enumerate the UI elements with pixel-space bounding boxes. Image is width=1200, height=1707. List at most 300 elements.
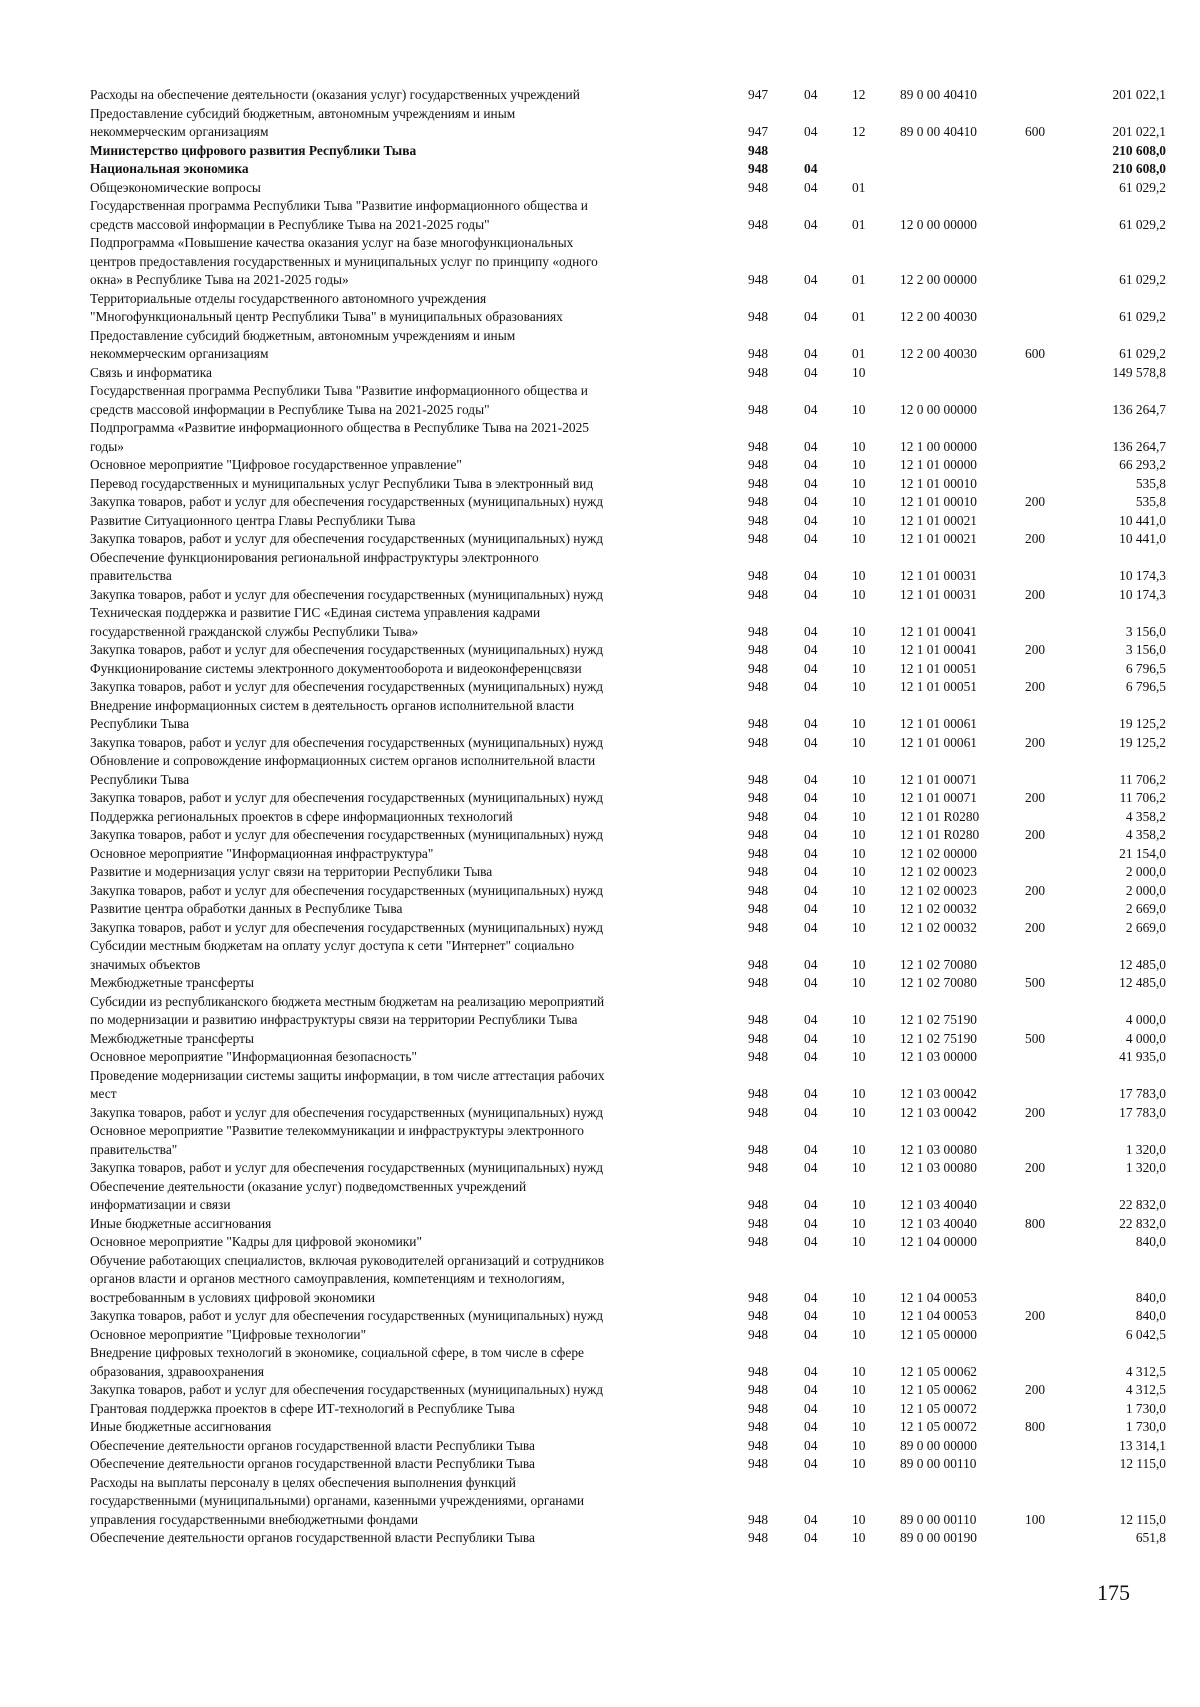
amount: 136 264,7 [1112, 401, 1166, 417]
ministry-code: 948 [748, 1308, 769, 1323]
target-article-code: 12 1 01 00041 [900, 623, 977, 639]
amount: 41 935,0 [1119, 1049, 1166, 1064]
expense-type-code [1025, 142, 1075, 161]
amount: 12 485,0 [1119, 956, 1166, 972]
ministry-code: 948 [748, 864, 769, 879]
row-name: Министерство цифрового развития Республики Тыва [90, 142, 417, 158]
amount: 2 669,0 [1125, 901, 1166, 916]
amount: 22 832,0 [1119, 1215, 1166, 1231]
expense-type-code [1025, 993, 1075, 1030]
target-article-code: 12 1 05 00072 [900, 1419, 977, 1434]
target-article-code: 12 1 01 00010 [900, 494, 977, 509]
row-name: Обеспечение деятельности (оказание услуг) подведомственных учреждений информатизации и связи [90, 1178, 527, 1212]
table-row [90, 1326, 1170, 1345]
row-name: Функционирование системы электронного документооборота и видеоконференцсвязи [90, 660, 582, 676]
section-code: 04 [804, 309, 818, 324]
expense-type-code [1025, 382, 1075, 419]
target-article-code: 12 1 02 70080 [900, 956, 977, 972]
ministry-code: 948 [748, 475, 769, 491]
target-article-code [900, 179, 1025, 198]
section-code: 04 [804, 1012, 818, 1027]
amount: 4 000,0 [1125, 1012, 1166, 1027]
section-code: 04 [804, 956, 818, 972]
ministry-code: 947 [748, 124, 769, 139]
subsection-code: 10 [852, 512, 866, 528]
ministry-code: 948 [748, 642, 769, 657]
ministry-code: 948 [748, 346, 769, 361]
target-article-code: 12 1 04 00053 [900, 1308, 977, 1323]
subsection-code: 12 [852, 87, 866, 102]
section-code: 04 [804, 346, 818, 361]
section-code: 04 [804, 364, 818, 380]
amount: 1 730,0 [1125, 1400, 1166, 1416]
row-name: Закупка товаров, работ и услуг для обеспечения государственных (муниципальных) нужд [90, 1308, 604, 1323]
section-code [804, 142, 852, 161]
subsection-code: 10 [852, 882, 866, 898]
ministry-code: 948 [748, 1289, 769, 1305]
target-article-code: 12 1 02 00023 [900, 864, 977, 879]
subsection-code: 01 [852, 309, 866, 324]
amount: 4 358,2 [1125, 808, 1166, 824]
row-name: Закупка товаров, работ и услуг для обеспечения государственных (муниципальных) нужд [90, 882, 604, 898]
section-code: 04 [804, 1234, 818, 1249]
target-article-code: 12 2 00 40030 [900, 346, 977, 361]
row-name: Основное мероприятие "Информационная инфраструктура" [90, 845, 434, 861]
expense-type-code: 200 [1025, 919, 1046, 935]
expense-type-code: 800 [1025, 1419, 1046, 1434]
row-name: Закупка товаров, работ и услуг для обеспечения государственных (муниципальных) нужд [90, 586, 604, 602]
table-row [90, 734, 1170, 753]
ministry-code: 948 [748, 679, 769, 694]
row-name: Расходы на обеспечение деятельности (оказания услуг) государственных учреждений [90, 87, 580, 102]
amount: 17 783,0 [1119, 1104, 1166, 1120]
target-article-code: 12 1 02 00000 [900, 845, 977, 861]
table-row [90, 364, 1170, 383]
target-article-code: 12 1 05 00000 [900, 1326, 977, 1342]
section-code: 04 [804, 1419, 818, 1434]
table-row [90, 1122, 1170, 1159]
row-name: Закупка товаров, работ и услуг для обеспечения государственных (муниципальных) нужд [90, 790, 604, 805]
section-code: 04 [804, 864, 818, 879]
amount: 61 029,2 [1119, 309, 1166, 324]
section-code: 04 [804, 1160, 818, 1175]
target-article-code: 89 0 00 40410 [900, 87, 977, 102]
amount: 4 000,0 [1125, 1030, 1166, 1046]
ministry-code: 948 [748, 919, 769, 935]
section-code: 04 [804, 531, 818, 546]
subsection-code: 10 [852, 790, 866, 805]
expense-type-code [1025, 697, 1075, 734]
amount: 840,0 [1135, 1234, 1166, 1249]
ministry-code: 948 [748, 401, 769, 417]
section-code: 04 [804, 568, 818, 583]
expense-type-code [1025, 1233, 1075, 1252]
subsection-code: 10 [852, 771, 866, 787]
section-code: 04 [804, 790, 818, 805]
expense-type-code: 200 [1025, 531, 1046, 546]
section-code: 04 [804, 1437, 818, 1453]
expense-type-code: 500 [1025, 1030, 1046, 1046]
table-row [90, 530, 1170, 549]
amount: 10 174,3 [1119, 568, 1166, 583]
section-code: 04 [804, 1215, 818, 1231]
section-code: 04 [804, 623, 818, 639]
ministry-code: 948 [748, 531, 769, 546]
section-code: 04 [804, 512, 818, 528]
section-code: 04 [804, 1530, 818, 1545]
section-code: 04 [804, 660, 818, 676]
subsection-code: 10 [852, 642, 866, 657]
subsection-code: 10 [852, 660, 866, 676]
row-name: Национальная экономика [90, 161, 249, 176]
amount: 1 320,0 [1125, 1160, 1166, 1175]
row-name: Общеэкономические вопросы [90, 179, 261, 195]
table-row [90, 937, 1170, 974]
subsection-code: 10 [852, 1234, 866, 1249]
row-name: Иные бюджетные ассигнования [90, 1215, 272, 1231]
table-row [90, 456, 1170, 475]
row-name: Перевод государственных и муниципальных услуг Республики Тыва в электронный вид [90, 475, 594, 491]
ministry-code: 948 [748, 808, 769, 824]
ministry-code: 948 [748, 586, 769, 602]
row-name: Закупка товаров, работ и услуг для обеспечения государственных (муниципальных) нужд [90, 494, 604, 509]
row-name: Иные бюджетные ассигнования [90, 1419, 272, 1434]
amount: 13 314,1 [1119, 1437, 1166, 1453]
expense-type-code [1025, 752, 1075, 789]
table-row [90, 641, 1170, 660]
budget-table [90, 86, 1170, 1548]
amount: 4 312,5 [1125, 1382, 1166, 1397]
section-code: 04 [804, 124, 818, 139]
row-name: Техническая поддержка и развитие ГИС «Единая система управления кадрами государственной гражданской службы Республики Тыва» [90, 605, 541, 639]
expense-type-code [1025, 900, 1075, 919]
ministry-code: 948 [748, 771, 769, 787]
subsection-code: 10 [852, 623, 866, 639]
target-article-code: 12 1 00 00000 [900, 438, 977, 454]
expense-type-code [1025, 1178, 1075, 1215]
ministry-code: 948 [748, 845, 769, 861]
expense-type-code: 500 [1025, 975, 1046, 990]
ministry-code: 948 [748, 364, 769, 380]
subsection-code: 10 [852, 827, 866, 842]
subsection-code: 10 [852, 808, 866, 824]
expense-type-code [1025, 808, 1075, 827]
target-article-code: 12 1 03 00042 [900, 1104, 977, 1120]
table-row [90, 1048, 1170, 1067]
expense-type-code [1025, 1122, 1075, 1159]
amount: 6 796,5 [1125, 660, 1166, 676]
ministry-code: 948 [748, 1197, 769, 1212]
amount: 61 029,2 [1119, 346, 1166, 361]
table-row [90, 900, 1170, 919]
table-row [90, 549, 1170, 586]
subsection-code: 01 [852, 272, 866, 287]
target-article-code: 12 1 01 00031 [900, 568, 977, 583]
target-article-code: 12 1 03 00042 [900, 1086, 977, 1101]
expense-type-code [1025, 1252, 1075, 1308]
row-name: Обеспечение деятельности органов государственной власти Республики Тыва [90, 1456, 535, 1471]
subsection-code: 10 [852, 734, 866, 750]
target-article-code: 89 0 00 00110 [900, 1511, 977, 1527]
amount: 12 115,0 [1119, 1456, 1166, 1471]
amount: 210 608,0 [1112, 161, 1166, 176]
subsection-code: 01 [852, 216, 866, 232]
expense-type-code [1025, 419, 1075, 456]
amount: 19 125,2 [1119, 734, 1166, 750]
row-name: Основное мероприятие "Цифровые технологии" [90, 1326, 367, 1342]
subsection-code: 10 [852, 901, 866, 916]
target-article-code: 12 1 01 00051 [900, 679, 977, 694]
amount: 4 312,5 [1125, 1363, 1166, 1379]
target-article-code: 12 1 01 00000 [900, 457, 977, 472]
row-name: Связь и информатика [90, 364, 212, 380]
expense-type-code: 200 [1025, 827, 1046, 842]
row-name: Внедрение информационных систем в деятельность органов исполнительной власти Республики Тыва [90, 697, 575, 731]
target-article-code: 12 0 00 00000 [900, 216, 977, 232]
expense-type-code [1025, 1400, 1075, 1419]
section-code: 04 [804, 808, 818, 824]
section-code: 04 [804, 438, 818, 454]
section-code: 04 [804, 1456, 818, 1471]
row-name: Грантовая поддержка проектов в сфере ИТ-технологий в Республике Тыва [90, 1400, 515, 1416]
row-name: Закупка товаров, работ и услуг для обеспечения государственных (муниципальных) нужд [90, 734, 604, 750]
expense-type-code: 200 [1025, 1382, 1046, 1397]
ministry-code: 948 [748, 1234, 769, 1249]
section-code: 04 [804, 1104, 818, 1120]
expense-type-code: 600 [1025, 124, 1046, 139]
table-row [90, 882, 1170, 901]
ministry-code: 948 [748, 1012, 769, 1027]
target-article-code: 12 1 01 00061 [900, 734, 977, 750]
table-row [90, 660, 1170, 679]
section-code: 04 [804, 1289, 818, 1305]
expense-type-code [1025, 179, 1075, 198]
expense-type-code [1025, 604, 1075, 641]
ministry-code: 948 [748, 1419, 769, 1434]
expense-type-code [1025, 863, 1075, 882]
table-row [90, 1381, 1170, 1400]
ministry-code: 948 [748, 494, 769, 509]
amount: 201 022,1 [1112, 87, 1166, 102]
subsection-code: 10 [852, 1382, 866, 1397]
ministry-code: 948 [748, 975, 769, 990]
table-row [90, 1178, 1170, 1215]
section-code: 04 [804, 87, 818, 102]
ministry-code: 948 [748, 512, 769, 528]
target-article-code: 12 1 01 00071 [900, 790, 977, 805]
table-row [90, 1529, 1170, 1548]
ministry-code: 948 [748, 734, 769, 750]
row-name: Основное мероприятие "Цифровое государственное управление" [90, 457, 462, 472]
amount: 61 029,2 [1119, 179, 1166, 195]
target-article-code [900, 364, 1025, 383]
target-article-code: 12 1 05 00072 [900, 1400, 977, 1416]
amount: 12 485,0 [1119, 975, 1166, 990]
ministry-code: 948 [748, 1326, 769, 1342]
subsection-code: 10 [852, 1400, 866, 1416]
subsection-code: 10 [852, 364, 866, 380]
expense-type-code: 200 [1025, 1308, 1046, 1323]
section-code: 04 [804, 716, 818, 731]
target-article-code: 12 1 01 00051 [900, 660, 977, 676]
section-code: 04 [804, 845, 818, 861]
target-article-code: 12 1 05 00062 [900, 1363, 977, 1379]
ministry-code: 948 [748, 716, 769, 731]
table-row [90, 808, 1170, 827]
subsection-code: 01 [852, 179, 866, 195]
subsection-code: 10 [852, 864, 866, 879]
expense-type-code: 200 [1025, 642, 1046, 657]
subsection-code: 10 [852, 1289, 866, 1305]
table-row [90, 586, 1170, 605]
table-row [90, 1252, 1170, 1308]
subsection-code: 10 [852, 1437, 866, 1453]
expense-type-code [1025, 197, 1075, 234]
row-name: Обеспечение функционирования региональной инфраструктуры электронного правительства [90, 549, 539, 583]
expense-type-code: 200 [1025, 679, 1046, 694]
amount: 6 796,5 [1125, 679, 1166, 694]
subsection-code: 10 [852, 919, 866, 935]
amount: 4 358,2 [1125, 827, 1166, 842]
section-code: 04 [804, 272, 818, 287]
table-row [90, 1104, 1170, 1123]
table-row [90, 863, 1170, 882]
subsection-code: 12 [852, 124, 866, 139]
ministry-code: 948 [748, 1030, 769, 1046]
target-article-code: 12 1 01 R0280 [900, 808, 980, 824]
row-name: Закупка товаров, работ и услуг для обеспечения государственных (муниципальных) нужд [90, 919, 604, 935]
expense-type-code [1025, 86, 1075, 105]
section-code: 04 [804, 919, 818, 935]
section-code: 04 [804, 975, 818, 990]
expense-type-code: 200 [1025, 790, 1046, 805]
target-article-code [900, 160, 1025, 179]
table-row [90, 512, 1170, 531]
subsection-code [852, 160, 900, 179]
table-row [90, 179, 1170, 198]
target-article-code: 12 1 02 75190 [900, 1030, 977, 1046]
budget-table-body [90, 86, 1170, 1548]
ministry-code: 948 [748, 956, 769, 972]
subsection-code: 10 [852, 1419, 866, 1434]
section-code: 04 [804, 494, 818, 509]
target-article-code: 12 0 00 00000 [900, 401, 977, 417]
expense-type-code: 200 [1025, 586, 1046, 602]
section-code: 04 [804, 1400, 818, 1416]
subsection-code: 10 [852, 586, 866, 602]
amount: 6 042,5 [1125, 1326, 1166, 1342]
expense-type-code [1025, 1326, 1075, 1345]
subsection-code: 10 [852, 1326, 866, 1342]
subsection-code: 10 [852, 1197, 866, 1212]
target-article-code: 89 0 00 00190 [900, 1530, 977, 1545]
ministry-code: 948 [748, 1511, 769, 1527]
row-name: Развитие Ситуационного центра Главы Республики Тыва [90, 512, 416, 528]
table-row [90, 142, 1170, 161]
row-name: Подпрограмма «Повышение качества оказания услуг на базе многофункциональных центров предоставления государственных и муниципальных услуг по принципу «одного окна» в Республике Тыва на 2021-2025 годы» [90, 235, 598, 287]
table-row [90, 752, 1170, 789]
ministry-code: 948 [748, 438, 769, 454]
target-article-code: 12 1 02 00032 [900, 919, 977, 935]
amount: 535,8 [1135, 475, 1166, 491]
target-article-code: 12 1 01 00031 [900, 586, 977, 602]
table-row [90, 789, 1170, 808]
expense-type-code: 100 [1025, 1511, 1046, 1527]
row-name: Обучение работающих специалистов, включая руководителей организаций и сотрудников органов власти и органов местного самоуправления, компетенциям и технологиям, востребованным в условиях цифровой экономики [90, 1252, 605, 1305]
row-name: Межбюджетные трансферты [90, 1030, 254, 1046]
amount: 651,8 [1135, 1530, 1166, 1545]
expense-type-code [1025, 234, 1075, 290]
amount: 19 125,2 [1119, 716, 1166, 731]
subsection-code: 10 [852, 1530, 866, 1545]
row-name: Основное мероприятие "Информационная безопасность" [90, 1049, 417, 1064]
table-row [90, 327, 1170, 364]
section-code: 04 [804, 1511, 818, 1527]
row-name: Субсидии из республиканского бюджета местным бюджетам на реализацию мероприятий по модернизации и развитию инфраструктуры связи на территории Республики Тыва [90, 993, 605, 1027]
target-article-code: 12 2 00 00000 [900, 272, 977, 287]
row-name: Предоставление субсидий бюджетным, автономным учреждениям и иным некоммерческим организациям [90, 105, 516, 139]
target-article-code: 12 1 04 00000 [900, 1234, 977, 1249]
row-name: Поддержка региональных проектов в сфере информационных технологий [90, 808, 513, 824]
subsection-code: 10 [852, 475, 866, 491]
target-article-code: 12 1 01 R0280 [900, 827, 980, 842]
row-name: Предоставление субсидий бюджетным, автономным учреждениям и иным некоммерческим организациям [90, 327, 516, 361]
subsection-code: 10 [852, 845, 866, 861]
ministry-code: 948 [748, 1400, 769, 1416]
subsection-code: 10 [852, 1104, 866, 1120]
row-name: Основное мероприятие "Кадры для цифровой экономики" [90, 1234, 422, 1249]
target-article-code: 12 1 03 00080 [900, 1141, 977, 1157]
table-row [90, 475, 1170, 494]
ministry-code: 948 [748, 179, 769, 195]
ministry-code: 948 [748, 216, 769, 232]
expense-type-code [1025, 512, 1075, 531]
section-code: 04 [804, 1086, 818, 1101]
subsection-code: 10 [852, 1511, 866, 1527]
subsection-code: 10 [852, 1363, 866, 1379]
row-name: Развитие и модернизация услуг связи на территории Республики Тыва [90, 864, 493, 879]
table-row [90, 826, 1170, 845]
ministry-code: 948 [748, 1160, 769, 1175]
section-code: 04 [804, 457, 818, 472]
ministry-code: 948 [748, 1530, 769, 1545]
amount: 535,8 [1135, 494, 1166, 509]
subsection-code: 10 [852, 1141, 866, 1157]
section-code: 04 [804, 901, 818, 916]
amount: 210 608,0 [1112, 142, 1166, 158]
subsection-code: 10 [852, 494, 866, 509]
section-code: 04 [804, 734, 818, 750]
section-code: 04 [804, 679, 818, 694]
amount: 61 029,2 [1119, 272, 1166, 287]
ministry-code: 948 [748, 1437, 769, 1453]
expense-type-code [1025, 1437, 1075, 1456]
amount: 2 669,0 [1125, 919, 1166, 935]
expense-type-code: 200 [1025, 494, 1046, 509]
table-row [90, 604, 1170, 641]
ministry-code: 948 [748, 882, 769, 898]
expense-type-code: 200 [1025, 1160, 1046, 1175]
amount: 136 264,7 [1112, 438, 1166, 454]
table-row [90, 845, 1170, 864]
expense-type-code [1025, 160, 1075, 179]
ministry-code: 948 [748, 1104, 769, 1120]
section-code: 04 [804, 1382, 818, 1397]
target-article-code: 12 1 02 70080 [900, 975, 977, 990]
target-article-code: 12 2 00 40030 [900, 309, 977, 324]
ministry-code: 948 [748, 827, 769, 842]
expense-type-code: 800 [1025, 1215, 1046, 1231]
